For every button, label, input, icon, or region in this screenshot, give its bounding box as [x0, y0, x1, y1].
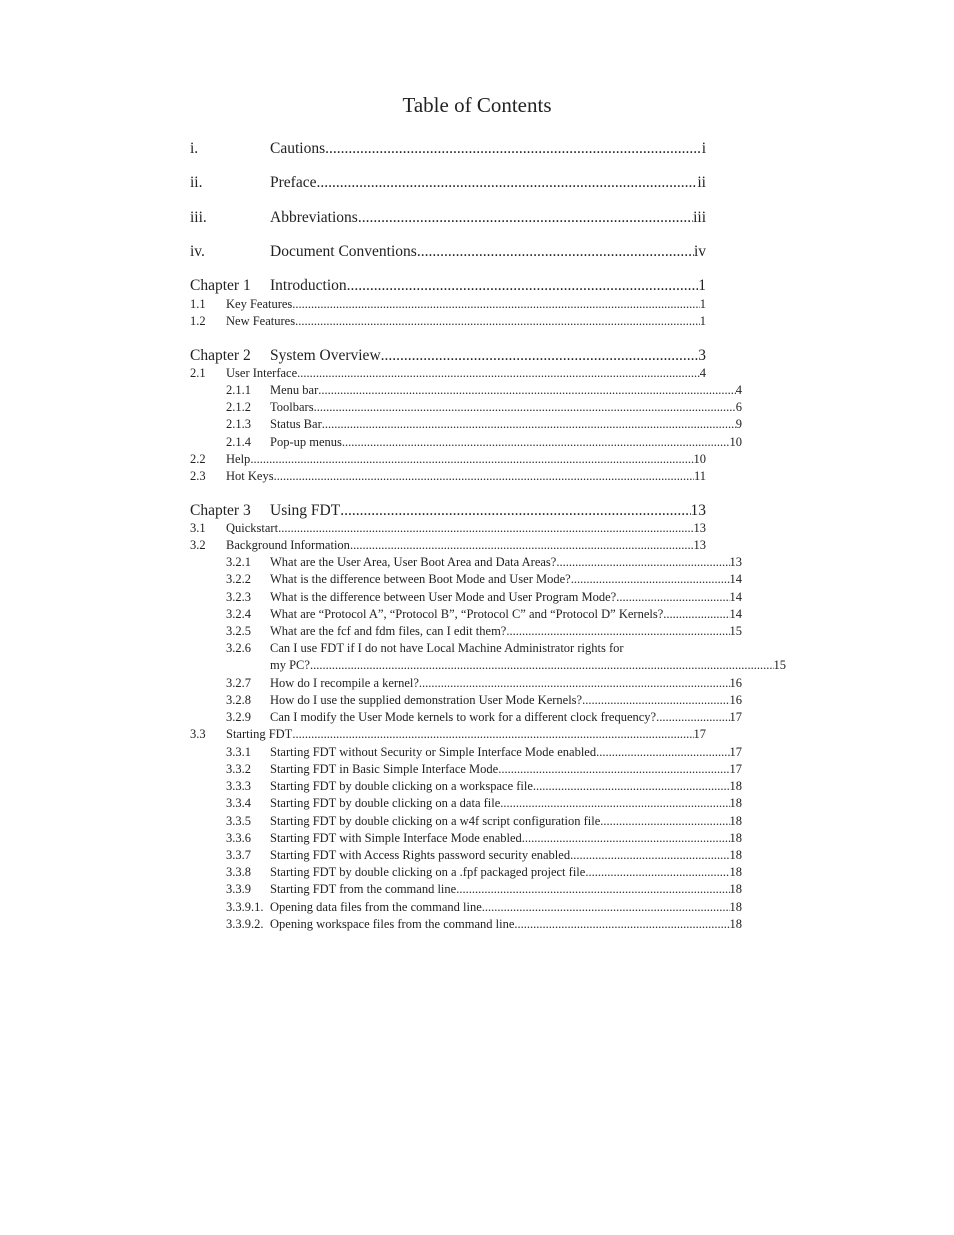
toc-entry-3-3-9-1[interactable]: [190, 900, 742, 915]
toc-entry-3-2-5[interactable]: [190, 624, 742, 639]
entry-label: Toolbars: [270, 400, 314, 414]
entry-number: 2.1.2: [226, 400, 251, 414]
chapter-number: Chapter 1: [190, 277, 251, 294]
toc-chapter-1[interactable]: [190, 277, 706, 295]
entry-number: 3.3.8: [226, 865, 251, 879]
toc-entry-3-3-7[interactable]: [190, 848, 742, 863]
entry-label: Cautions: [270, 140, 326, 157]
toc-entry-2-1-4[interactable]: [190, 435, 742, 450]
entry-label: Help: [226, 452, 251, 466]
entry-page: 10: [693, 452, 706, 466]
entry-label: Starting FDT by double clicking on a data file: [270, 796, 501, 810]
entry-page: 17: [729, 762, 742, 776]
entry-number: 3.2.5: [226, 624, 251, 638]
entry-number: iv.: [190, 243, 205, 260]
entry-page: 3: [698, 347, 706, 364]
entry-label: Menu bar: [270, 383, 319, 397]
chapter-title: System Overview: [270, 347, 381, 364]
entry-page: 4: [735, 383, 742, 397]
entry-page: 17: [693, 727, 706, 741]
chapter-number: Chapter 2: [190, 347, 251, 364]
entry-label: Opening data files from the command line: [270, 900, 482, 914]
toc-entry-2-1-1[interactable]: [190, 383, 742, 398]
toc-entry-3-2-2[interactable]: [190, 572, 742, 587]
entry-number: i.: [190, 140, 199, 157]
toc-entry-2-1[interactable]: [190, 366, 706, 381]
toc-entry-1-1[interactable]: [190, 297, 706, 312]
entry-number: 3.3.9: [226, 882, 251, 896]
entry-page: 16: [729, 676, 742, 690]
toc-entry-3-3-8[interactable]: [190, 865, 742, 880]
entry-page: i: [701, 140, 706, 157]
entry-label: Can I modify the User Mode kernels to work for a different clock frequency?: [270, 710, 657, 724]
entry-label: Pop-up menus: [270, 435, 342, 449]
toc-entry-3-2-3[interactable]: [190, 590, 742, 605]
entry-label: Key Features: [226, 297, 293, 311]
chapter-title: Using FDT: [270, 502, 341, 519]
entry-page: 17: [729, 710, 742, 724]
entry-label: What is the difference between Boot Mode and User Mode?: [270, 572, 571, 586]
toc-entry-3-2-7[interactable]: [190, 676, 742, 691]
toc-entry-3-3-9-2[interactable]: [190, 917, 742, 932]
entry-number: 3.2.1: [226, 555, 251, 569]
entry-label-continued: my PC?: [270, 658, 310, 672]
entry-label: Background Information: [226, 538, 350, 552]
entry-page: 14: [729, 607, 742, 621]
entry-number: 3.3.5: [226, 814, 251, 828]
entry-page: 18: [729, 865, 742, 879]
entry-page: 1: [699, 297, 706, 311]
toc-entry-3-2-8[interactable]: [190, 693, 742, 708]
toc-entry-abbreviations[interactable]: [190, 209, 706, 227]
entry-number: 3.2.2: [226, 572, 251, 586]
entry-number: 2.1.1: [226, 383, 251, 397]
entry-label: Starting FDT: [226, 727, 293, 741]
toc-entry-3-3-3[interactable]: [190, 779, 742, 794]
entry-label: Starting FDT in Basic Simple Interface Mode: [270, 762, 499, 776]
entry-page: 15: [729, 624, 742, 638]
entry-page: 1: [699, 314, 706, 328]
toc-entry-3-2-1[interactable]: [190, 555, 742, 570]
entry-page: 15: [773, 658, 786, 672]
entry-page: 14: [729, 572, 742, 586]
entry-number: 3.2.4: [226, 607, 251, 621]
entry-page: 18: [729, 814, 742, 828]
entry-page: 13: [693, 521, 706, 535]
toc-entry-preface[interactable]: [190, 174, 706, 192]
entry-page: 18: [729, 917, 742, 931]
entry-number: 2.1: [190, 366, 206, 380]
entry-page: 4: [699, 366, 706, 380]
entry-number: 2.3: [190, 469, 206, 483]
entry-label: Starting FDT by double clicking on a w4f script configuration file: [270, 814, 601, 828]
entry-label: Starting FDT with Simple Interface Mode enabled: [270, 831, 522, 845]
toc-entry-3-3-4[interactable]: [190, 796, 742, 811]
entry-page: 13: [690, 502, 706, 519]
entry-page: 18: [729, 831, 742, 845]
entry-number: 3.1: [190, 521, 206, 535]
entry-number: 3.2: [190, 538, 206, 552]
entry-number: ii.: [190, 174, 203, 191]
entry-label: Preface: [270, 174, 317, 191]
entry-page: iii: [693, 209, 706, 226]
entry-page: 10: [729, 435, 742, 449]
entry-label: Opening workspace files from the command line: [270, 917, 515, 931]
entry-number: 3.3.6: [226, 831, 251, 845]
entry-number: 3.3.9.1.: [226, 900, 264, 914]
toc-entry-3-2[interactable]: [190, 538, 706, 553]
entry-label: How do I recompile a kernel?: [270, 676, 419, 690]
toc-entry-3-2-6[interactable]: [190, 641, 742, 656]
entry-page: 11: [693, 469, 706, 483]
entry-label: What are the fcf and fdm files, can I edit them?: [270, 624, 507, 638]
toc-entry-2-1-3[interactable]: [190, 417, 742, 432]
entry-label: Abbreviations: [270, 209, 358, 226]
chapter-number: Chapter 3: [190, 502, 251, 519]
entry-label: Starting FDT from the command line: [270, 882, 457, 896]
entry-page: 14: [729, 590, 742, 604]
toc-entry-3-3[interactable]: [190, 727, 706, 742]
toc-entry-3-2-4[interactable]: [190, 607, 742, 622]
entry-page: 18: [729, 848, 742, 862]
entry-label: How do I use the supplied demonstration User Mode Kernels?: [270, 693, 583, 707]
entry-label: What are the User Area, User Boot Area and Data Areas?: [270, 555, 557, 569]
entry-page: 16: [729, 693, 742, 707]
entry-number: 3.3.2: [226, 762, 251, 776]
entry-page: 18: [729, 900, 742, 914]
entry-label: Document Conventions: [270, 243, 417, 260]
entry-number: 3.2.7: [226, 676, 251, 690]
entry-page: 17: [729, 745, 742, 759]
entry-label: New Features: [226, 314, 296, 328]
entry-label: Starting FDT without Security or Simple Interface Mode enabled: [270, 745, 597, 759]
entry-label: What is the difference between User Mode and User Program Mode?: [270, 590, 617, 604]
toc-entry-3-3-1[interactable]: [190, 745, 742, 760]
entry-page: 18: [729, 882, 742, 896]
entry-number: iii.: [190, 209, 207, 226]
entry-number: 3.3.9.2.: [226, 917, 264, 931]
entry-label: Hot Keys: [226, 469, 274, 483]
toc-chapter-2[interactable]: [190, 347, 706, 365]
entry-page: 18: [729, 796, 742, 810]
toc-entry-document-conventions[interactable]: [190, 243, 706, 261]
toc-entry-3-2-6-continued[interactable]: [190, 658, 786, 673]
toc-chapter-3[interactable]: [190, 502, 706, 520]
page-title: Table of Contents: [402, 93, 552, 117]
toc-entry-2-3[interactable]: [190, 469, 706, 484]
toc-entry-2-1-2[interactable]: [190, 400, 742, 415]
entry-page: 13: [693, 538, 706, 552]
entry-label: Status Bar: [270, 417, 322, 431]
entry-number: 2.1.3: [226, 417, 251, 431]
entry-page: ii: [697, 174, 706, 191]
toc-entry-3-3-6[interactable]: [190, 831, 742, 846]
entry-label: Quickstart: [226, 521, 279, 535]
entry-number: 3.3.4: [226, 796, 251, 810]
entry-label: Starting FDT with Access Rights password security enabled: [270, 848, 571, 862]
entry-page: 6: [735, 400, 742, 414]
chapter-title: Introduction: [270, 277, 347, 294]
entry-label: Starting FDT by double clicking on a workspace file: [270, 779, 533, 793]
entry-label: Can I use FDT if I do not have Local Machine Administrator rights for: [270, 641, 624, 655]
entry-label: User Interface: [226, 366, 298, 380]
entry-number: 2.1.4: [226, 435, 251, 449]
toc-entry-1-2[interactable]: [190, 314, 706, 329]
toc-entry-3-1[interactable]: [190, 521, 706, 536]
entry-number: 3.3.7: [226, 848, 251, 862]
entry-number: 3.3.3: [226, 779, 251, 793]
entry-number: 3.2.8: [226, 693, 251, 707]
entry-number: 3.3: [190, 727, 206, 741]
entry-number: 1.2: [190, 314, 206, 328]
entry-number: 1.1: [190, 297, 206, 311]
entry-page: 18: [729, 779, 742, 793]
toc-entry-3-3-2[interactable]: [190, 762, 742, 777]
toc-entry-2-2[interactable]: [190, 452, 706, 467]
entry-page: iv: [693, 243, 706, 260]
entry-number: 3.2.6: [226, 641, 251, 655]
entry-page: 9: [735, 417, 742, 431]
entry-page: 1: [698, 277, 706, 294]
toc-entry-cautions[interactable]: [190, 140, 706, 158]
entry-number: 2.2: [190, 452, 206, 466]
toc-entry-3-2-9[interactable]: [190, 710, 742, 725]
entry-label: Starting FDT by double clicking on a .fpf packaged project file: [270, 865, 586, 879]
toc-entry-3-3-5[interactable]: [190, 814, 742, 829]
toc-entry-3-3-9[interactable]: [190, 882, 742, 897]
entry-number: 3.3.1: [226, 745, 251, 759]
entry-page: 13: [729, 555, 742, 569]
entry-number: 3.2.9: [226, 710, 251, 724]
entry-number: 3.2.3: [226, 590, 251, 604]
entry-label: What are “Protocol A”, “Protocol B”, “Protocol C” and “Protocol D” Kernels?: [270, 607, 664, 621]
